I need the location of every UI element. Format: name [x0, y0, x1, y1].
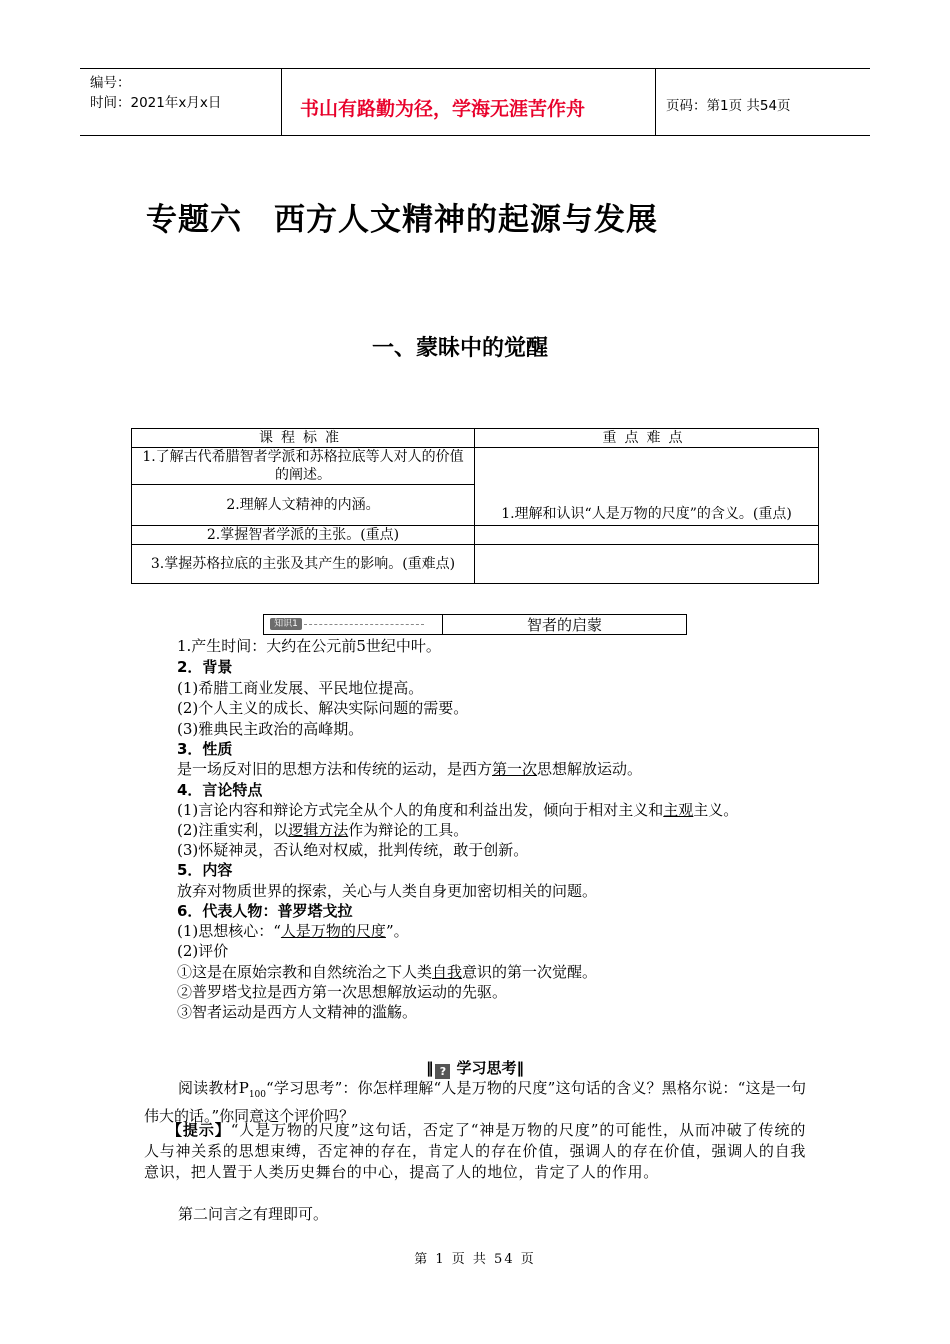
text-segment: ①这是在原始宗教和自然统治之下人类 [177, 963, 433, 981]
question-icon: ? [435, 1064, 450, 1079]
knowledge-tag-area [264, 615, 443, 634]
table-row [132, 448, 819, 485]
text-segment: 思想解放运动。 [537, 760, 643, 778]
header-divider-right [655, 68, 656, 135]
study-thinking-title: ‖ ? 学习思考‖ [425, 1059, 524, 1078]
knowledge-heading-box [263, 614, 687, 635]
content-line: (3)怀疑神灵，否认绝对权威，批判传统，敢于创新。 [177, 841, 529, 859]
knowledge-title: 智者的启蒙 [526, 616, 602, 634]
content-line: 放弃对物质世界的探索，关心与人类自身更加密切相关的问题。 [177, 882, 598, 900]
content-line: 1.产生时间：大约在公元前5世纪中叶。 [177, 637, 441, 655]
content-line: (1)希腊工商业发展、平民地位提高。 [177, 679, 424, 697]
table-cell-empty [475, 545, 819, 584]
content-line: (3)雅典民主政治的高峰期。 [177, 720, 364, 738]
knowledge-tag: 知识1 [270, 618, 302, 630]
section-title: 一、蒙昧中的觉醒 [372, 336, 549, 361]
table-cell-keypoint [475, 448, 819, 526]
text-segment: 是一场反对旧的思想方法和传统的运动，是西方 [177, 760, 493, 778]
content-heading: 3．性质 [177, 740, 233, 758]
study-hint [144, 1120, 806, 1183]
text-segment: (1)思想核心：“ [177, 922, 281, 940]
page-ref: 100 [248, 1090, 266, 1100]
text-segment: 主义。 [693, 801, 739, 819]
table-cell: 3.掌握苏格拉底的主张及其产生的影响。(重难点) [132, 545, 475, 584]
content-heading: 4．言论特点 [177, 781, 263, 799]
keypoint-text: 1.理解和认识“人是万物的尺度”的含义。(重点) [501, 506, 792, 522]
text-segment: 意识的第一次觉醒。 [462, 963, 598, 981]
content-heading: 5．内容 [177, 861, 233, 879]
table-header-row [132, 429, 819, 448]
underlined-term: 逻辑方法 [288, 821, 349, 839]
content-line: (2)个人主义的成长、解决实际问题的需要。 [177, 699, 469, 717]
table-cell-empty [481, 469, 812, 505]
text-segment: 作为辩论的工具。 [348, 821, 469, 839]
header-bottom-rule [80, 135, 870, 136]
page-title: 专题六 西方人文精神的起源与发展 [146, 202, 658, 238]
text-segment: (1)言论内容和辩论方式完全从个人的角度和利益出发，倾向于相对主义和 [177, 801, 664, 819]
content-line [177, 800, 738, 820]
underlined-term: 人是万物的尺度 [280, 922, 386, 940]
content-line: ②普罗塔戈拉是西方第一次思想解放运动的先驱。 [177, 983, 508, 1001]
header-number-label: 编号： [90, 75, 131, 91]
standards-table [131, 428, 819, 584]
table-cell: 2.掌握智者学派的主张。(重点) [132, 526, 475, 545]
underlined-term: 自我 [432, 963, 463, 981]
header-top-rule [80, 68, 870, 69]
table-cell: 1.了解古代希腊智者学派和苏格拉底等人对人的价值的阐述。 [132, 448, 475, 485]
underlined-term: 主观 [663, 801, 694, 819]
content-line [177, 921, 409, 941]
table-cell-empty [475, 526, 819, 545]
text-segment: ”。 [385, 922, 409, 940]
text-segment: “学习思考”：你怎样理解“人是万物的尺度”这句话的含义？黑格尔说：“这是一句伟大的话。”你同意这个评价吗？ [144, 1079, 806, 1125]
knowledge-arrow [304, 624, 424, 625]
study-thinking-label: 学习思考 [456, 1059, 517, 1077]
underlined-term: 第一次 [492, 760, 538, 778]
header-divider-left [281, 68, 282, 135]
hint-text: “人是万物的尺度”这句话，否定了“神是万物的尺度”的可能性，从而冲破了传统的人与神关系的思想束缚，否定神的存在，肯定人的存在价值，强调人的存在价值，强调人的自我意识，把人置于人类历史舞台的中心，提高了人的地位，肯定了人的作用。 [144, 1121, 806, 1181]
content-line [177, 962, 597, 982]
table-cell: 2.理解人文精神的内涵。 [132, 485, 475, 526]
header-motto: 书山有路勤为径，学海无涯苦作舟 [300, 98, 586, 120]
table-header-standards: 课程标准 [132, 429, 475, 448]
content-line: (2)评价 [177, 942, 229, 960]
table-row [132, 526, 819, 545]
text-segment: 阅读教材P [178, 1079, 249, 1097]
table-row [132, 545, 819, 584]
content-heading: 2．背景 [177, 658, 233, 676]
study-second-answer: 第二问言之有理即可。 [178, 1205, 329, 1223]
hint-label: 【提示】 [167, 1121, 231, 1139]
content-line [177, 820, 468, 840]
page-footer: 第 1 页 共 54 页 [414, 1252, 536, 1267]
header-page-info: 页码：第1页 共54页 [666, 98, 791, 114]
header-date: 时间：2021年x月x日 [90, 95, 222, 111]
text-segment: (2)注重实利，以 [177, 821, 289, 839]
content-line: ③智者运动是西方人文精神的滥觞。 [177, 1003, 418, 1021]
content-line [177, 759, 642, 779]
table-header-keypoints: 重点难点 [475, 429, 819, 448]
content-heading: 6．代表人物：普罗塔戈拉 [177, 902, 353, 920]
